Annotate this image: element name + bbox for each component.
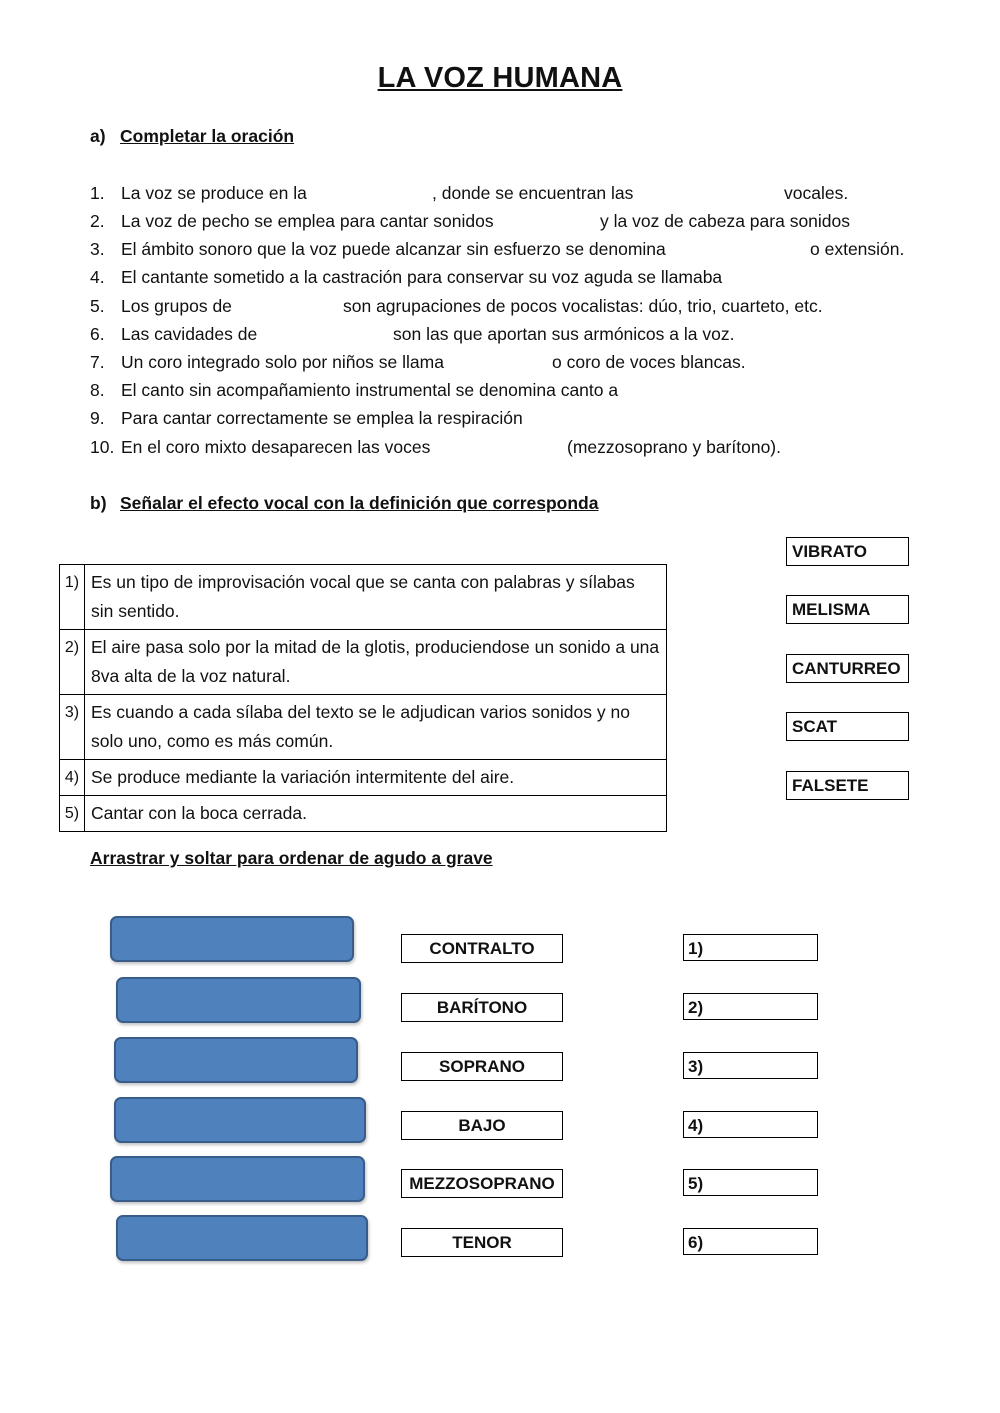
order-slot-2[interactable]: 2) (683, 993, 818, 1020)
definition-text: Es un tipo de improvisación vocal que se canta con palabras y sílabas sin sentido. (85, 565, 667, 630)
order-slot-3[interactable]: 3) (683, 1052, 818, 1079)
sentence-text: (mezzosoprano y barítono). (567, 437, 781, 457)
sentence-text: El canto sin acompañamiento instrumental se denomina canto a (121, 380, 619, 400)
sentence-number: 4. (90, 267, 105, 287)
drop-zone-2[interactable] (116, 977, 361, 1023)
voice-tenor[interactable]: TENOR (401, 1228, 563, 1257)
sentence-text: Los grupos de (121, 296, 232, 316)
sentence-number: 10. (90, 437, 115, 457)
sentence-5 (90, 296, 930, 320)
definition-number: 1) (60, 565, 85, 630)
drop-zone-3[interactable] (114, 1037, 358, 1083)
definition-row (60, 565, 667, 630)
sentence-number: 1. (90, 183, 105, 203)
drop-zone-5[interactable] (110, 1156, 365, 1202)
definition-text: Se produce mediante la variación intermitente del aire. (85, 760, 667, 796)
effect-scat[interactable]: SCAT (786, 712, 909, 741)
sentence-text: o extensión. (810, 239, 905, 259)
sentence-number: 9. (90, 408, 105, 428)
effect-canturreo[interactable]: CANTURREO (786, 654, 909, 683)
voice-baritono[interactable]: BARÍTONO (401, 993, 563, 1022)
sentence-text: Las cavidades de (121, 324, 258, 344)
sentence-number: 7. (90, 352, 105, 372)
sentence-number: 2. (90, 211, 105, 231)
sentence-number: 5. (90, 296, 105, 316)
sentence-text: En el coro mixto desaparecen las voces (121, 437, 431, 457)
sentence-2 (90, 211, 930, 235)
page-title: LA VOZ HUMANA (377, 62, 623, 94)
order-slot-6[interactable]: 6) (683, 1228, 818, 1255)
section-a-heading (90, 126, 294, 147)
sentence-3 (90, 239, 930, 263)
section-b-label: b) (90, 493, 107, 513)
sentence-text: La voz se produce en la (121, 183, 307, 203)
sentence-text: vocales. (784, 183, 849, 203)
effect-vibrato[interactable]: VIBRATO (786, 537, 909, 566)
voice-bajo[interactable]: BAJO (401, 1111, 563, 1140)
definition-number: 3) (60, 695, 85, 760)
section-c-heading (90, 848, 493, 869)
section-b-heading (90, 493, 598, 514)
sentence-6 (90, 324, 930, 348)
order-slot-5[interactable]: 5) (683, 1169, 818, 1196)
sentence-4 (90, 267, 930, 291)
effect-falsete[interactable]: FALSETE (786, 771, 909, 800)
definition-row (60, 760, 667, 796)
definition-number: 5) (60, 796, 85, 832)
sentence-text: o coro de voces blancas. (552, 352, 746, 372)
definition-row (60, 695, 667, 760)
section-a-label: a) (90, 126, 106, 146)
voice-mezzosoprano[interactable]: MEZZOSOPRANO (401, 1169, 563, 1198)
sentence-1 (90, 183, 930, 207)
sentence-text: y la voz de cabeza para sonidos (600, 211, 851, 231)
sentence-text: El cantante sometido a la castración para conservar su voz aguda se llamaba (121, 267, 723, 287)
voice-contralto[interactable]: CONTRALTO (401, 934, 563, 963)
drop-zone-4[interactable] (114, 1097, 366, 1143)
definition-text: Cantar con la boca cerrada. (85, 796, 667, 832)
sentence-9 (90, 408, 930, 432)
sentence-text: son las que aportan sus armónicos a la voz. (393, 324, 735, 344)
definition-text: El aire pasa solo por la mitad de la glotis, produciendose un sonido a una 8va alta de la voz natural. (85, 630, 667, 695)
effect-melisma[interactable]: MELISMA (786, 595, 909, 624)
sentence-text: El ámbito sonoro que la voz puede alcanzar sin esfuerzo se denomina (121, 239, 666, 259)
sentence-8 (90, 380, 930, 404)
order-slot-4[interactable]: 4) (683, 1111, 818, 1138)
sentence-7 (90, 352, 930, 376)
definition-row (60, 796, 667, 832)
definition-number: 2) (60, 630, 85, 695)
sentence-number: 6. (90, 324, 105, 344)
sentence-10 (90, 437, 930, 461)
definition-text: Es cuando a cada sílaba del texto se le adjudican varios sonidos y no solo uno, como es más común. (85, 695, 667, 760)
sentence-text: , donde se encuentran las (432, 183, 634, 203)
section-c-title: Arrastrar y soltar para ordenar de agudo a grave (90, 848, 493, 868)
sentence-text: Un coro integrado solo por niños se llama (121, 352, 444, 372)
drop-zone-6[interactable] (116, 1215, 368, 1261)
sentence-text: La voz de pecho se emplea para cantar sonidos (121, 211, 494, 231)
section-b-title: Señalar el efecto vocal con la definición que corresponda (120, 493, 599, 513)
order-slot-1[interactable]: 1) (683, 934, 818, 961)
definition-number: 4) (60, 760, 85, 796)
sentence-number: 8. (90, 380, 105, 400)
sentence-text: son agrupaciones de pocos vocalistas: dúo, trio, cuarteto, etc. (343, 296, 823, 316)
sentence-text: Para cantar correctamente se emplea la respiración (121, 408, 523, 428)
definition-row (60, 630, 667, 695)
section-a-title: Completar la oración (120, 126, 295, 146)
sentence-number: 3. (90, 239, 105, 259)
definitions-table (59, 564, 667, 832)
voice-soprano[interactable]: SOPRANO (401, 1052, 563, 1081)
drop-zone-1[interactable] (110, 916, 354, 962)
